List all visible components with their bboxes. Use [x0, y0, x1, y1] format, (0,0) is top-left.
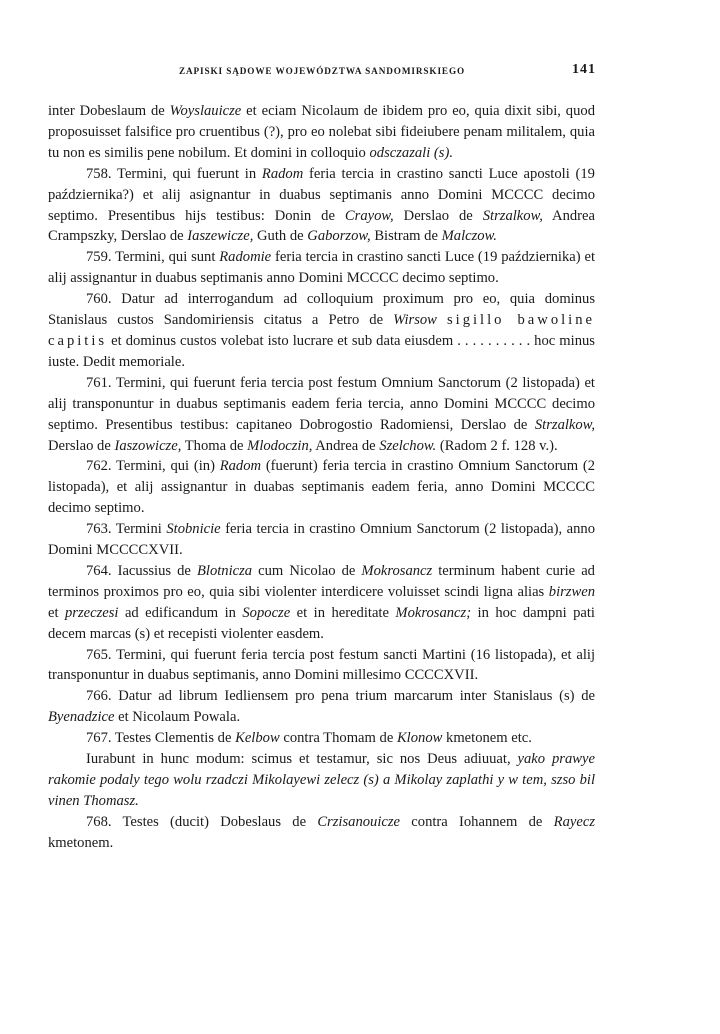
- italic-name: yako prawye rakomie podaly tego wolu rzadczi Mikolayewi zelecz (s) a Mikolay zaplathi y w tem, szso bil vinen Thomasz.: [48, 751, 595, 809]
- text-run: feria tercia in crastino Omnium Sanctorum (2 listopada), anno Domini MCCCCXVII.: [48, 521, 596, 559]
- italic-name: odsczazali (s).: [369, 144, 453, 161]
- italic-name: Gaborzow,: [307, 228, 371, 245]
- text-run: Thoma de: [181, 437, 248, 454]
- text-run: (fuerunt) feria tercia in crastino Omnium Sanctorum (2 listopada), et alij assignantur in duabas septimanis eadem feria, anno Domini MCCCC decimo septimo.: [48, 458, 595, 517]
- text-run: 762. Termini, qui (in): [86, 458, 220, 475]
- italic-name: Radomie: [219, 249, 272, 266]
- text-run: 759. Termini, qui sunt: [86, 249, 220, 266]
- paragraph-768: [48, 812, 595, 854]
- paragraph-767: [48, 728, 595, 749]
- text-run: Iurabunt in hunc modum: scimus et testamur, sic nos Deus adiuuat,: [86, 751, 518, 768]
- spaced-text: sigillo bawoline capitis: [48, 312, 595, 349]
- italic-name: Sopocze: [242, 604, 291, 621]
- text-run: Guth de: [253, 228, 308, 245]
- paragraph-766: [48, 686, 595, 728]
- text-run: 760. Datur ad interrogandum ad colloquium proximum pro eo, quia dominus Stanislaus custos Sandomiriensis citatus a Petro de: [48, 291, 595, 329]
- italic-name: Mokrosancz: [361, 562, 433, 579]
- paragraph-764: [48, 561, 595, 645]
- paragraph-760: [48, 289, 595, 373]
- italic-name: Blotnicza: [196, 562, 253, 579]
- text-run: 758. Termini, qui fuerunt in: [86, 165, 262, 182]
- text-run: [437, 312, 447, 328]
- italic-name: Iaszewicze,: [187, 228, 254, 245]
- italic-name: Woyslauicze: [169, 103, 242, 119]
- text-run: Bistram de: [370, 228, 442, 245]
- text-run: terminum habent curie ad terminos proximos pro eo, quia sibi violenter interdicere voluisset scindi ligna alias: [48, 562, 595, 600]
- text-run: (Radom 2 f. 128 v.).: [436, 437, 558, 454]
- text-run: 766. Datur ad librum Iedliensem pro pena trium marcarum inter Stanislaus (s) de: [86, 688, 595, 705]
- text-run: Andrea Crampszky, Derslao de: [48, 207, 595, 245]
- italic-name: Mlodoczin,: [247, 437, 313, 454]
- text-run: contra Iohannem de: [400, 813, 554, 830]
- paragraph-765: [48, 645, 595, 687]
- text-run: et: [48, 604, 65, 621]
- italic-name: Klonow: [396, 730, 443, 747]
- italic-name: Radom: [219, 458, 262, 475]
- italic-name: Rayecz: [553, 813, 595, 830]
- running-title: ZAPISKI SĄDOWE WOJEWÓDZTWA SANDOMIRSKIEGO: [178, 66, 466, 76]
- text-run: Andrea de: [312, 437, 380, 454]
- paragraph-cont: [48, 101, 595, 164]
- text-run: kmetonem etc.: [442, 730, 532, 747]
- text-run: contra Thomam de: [279, 730, 397, 747]
- paragraph-758: [48, 164, 595, 248]
- paragraph-767b: [48, 749, 595, 812]
- italic-name: Kelbow: [235, 730, 280, 747]
- italic-name: Crayow,: [344, 207, 394, 224]
- text-run: 765. Termini, qui fuerunt feria tercia post festum sancti Martini (16 listopada), et alij transponuntur in duabus septimanis, anno Domini millesimo CCCCXVII.: [48, 646, 595, 684]
- text-run: feria tercia in crastino sancti Luce apostoli (19 października?) et alij asignantur in duabus septimanis anno Domini MCCCC decimo septimo. Presentibus hijs testibus: Donin de: [48, 165, 595, 224]
- italic-name: Crzisanouicze: [317, 813, 401, 830]
- text-run: cum Nicolao de: [252, 562, 362, 579]
- italic-name: Szelchow.: [379, 437, 437, 454]
- document-body: [48, 101, 595, 854]
- italic-name: Malczow.: [441, 228, 497, 245]
- paragraph-763: [48, 519, 595, 561]
- text-run: 761. Termini, qui fuerunt feria tercia post festum Omnium Sanctorum (2 listopada) et alij transponuntur in duabus septimanis eadem feria tercia, anno Domini MCCCC decimo septimo. Presentibus testibus: capitaneo Dobrogostio Radomiensi, Derslao de: [48, 374, 595, 433]
- text-run: feria tercia in crastino sancti Luce (19 października) et alij assignantur in duabus septimanis anno Domini MCCCC decimo septimo.: [48, 249, 595, 287]
- text-run: Derslao de: [393, 207, 483, 224]
- italic-name: Strzalkow,: [482, 207, 543, 224]
- italic-name: Mokrosancz;: [395, 604, 472, 621]
- text-run: in hoc dampni pati decem marcas (s) et recepisti violenter easdem.: [48, 604, 595, 642]
- italic-name: Radom: [261, 165, 304, 182]
- italic-name: przeczesi: [64, 604, 119, 621]
- text-run: et Nicolaum Powala.: [114, 709, 241, 726]
- text-run: 768. Testes (ducit) Dobeslaus de: [86, 813, 318, 830]
- text-run: ad edificandum in: [118, 604, 243, 621]
- italic-name: Byenadzice: [48, 709, 115, 726]
- italic-name: birzwen: [548, 583, 595, 600]
- text-run: et in hereditate: [290, 604, 396, 621]
- paragraph-761: [48, 373, 595, 457]
- text-run: kmetonem.: [48, 834, 114, 851]
- italic-name: Strzalkow,: [534, 416, 595, 433]
- text-run: 764. Iacussius de: [86, 562, 197, 579]
- paragraph-762: [48, 456, 595, 519]
- text-run: et dominus custos volebat isto lucrare et sub data eiusdem . . . . . . . . . . hoc minus iuste. Dedit memoriale.: [48, 332, 595, 370]
- text-run: 763. Termini: [86, 521, 167, 538]
- paragraph-759: [48, 247, 595, 289]
- italic-name: Stobnicie: [166, 521, 221, 538]
- italic-name: Iaszowicze,: [114, 437, 182, 454]
- text-run: inter Dobeslaum de: [48, 103, 170, 119]
- text-run: et eciam Nicolaum de ibidem pro eo, quia dixit sibi, quod proposuisset falsifice pro cruentibus (?), pro eo nolebat sibi fideiubere penam militalem, quia tu non es similis pene nobilum. Et domini in colloquio: [48, 103, 595, 161]
- page-number: 141: [572, 62, 596, 77]
- text-run: 767. Testes Clementis de: [86, 730, 236, 747]
- italic-name: Wirsow: [393, 312, 437, 329]
- text-run: Derslao de: [48, 437, 115, 454]
